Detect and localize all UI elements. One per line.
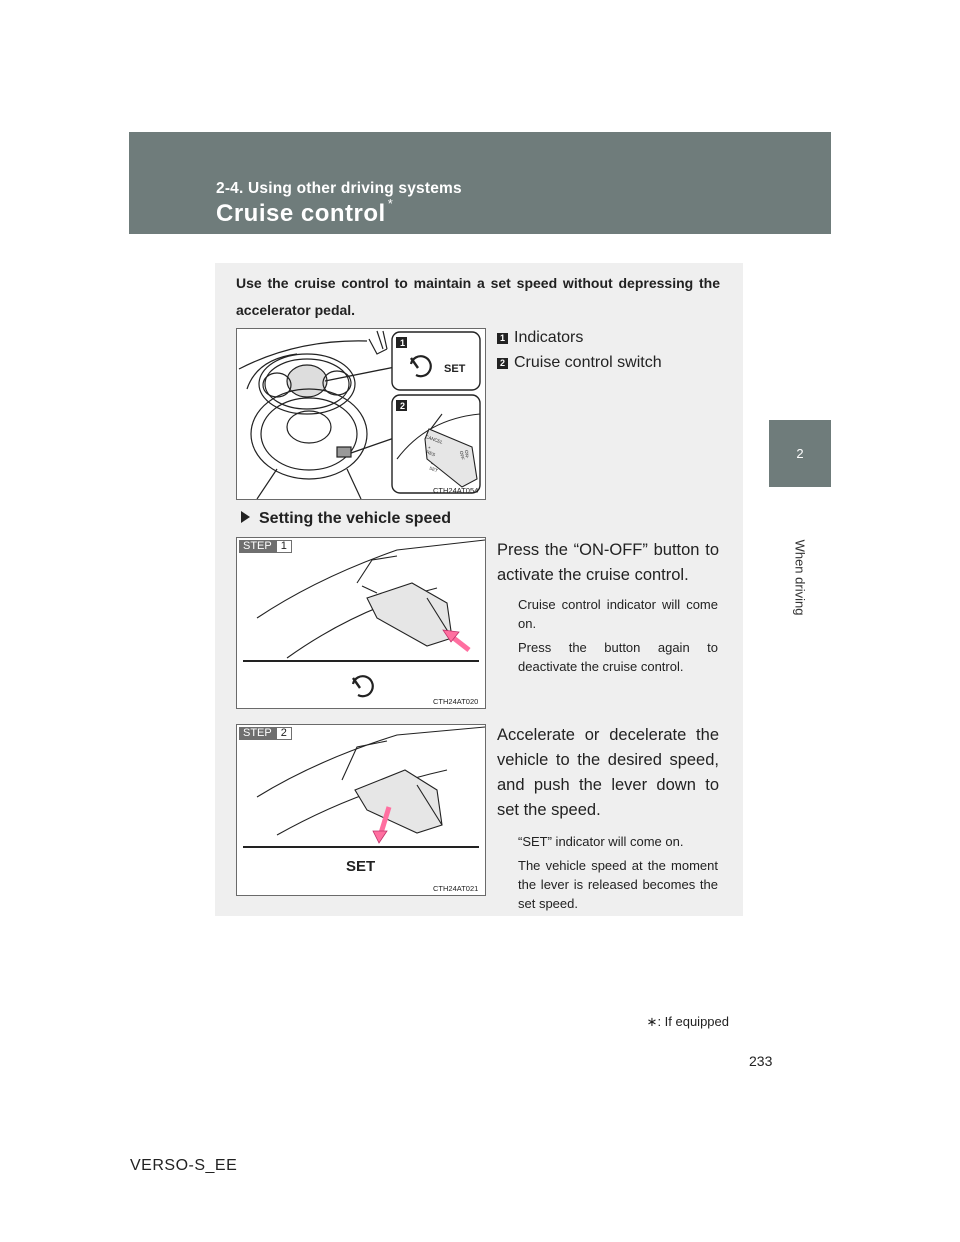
- footnote: ∗: If equipped: [646, 1014, 729, 1029]
- section-title: 2-4. Using other driving systems: [216, 180, 462, 197]
- document-id: VERSO-S_EE: [130, 1157, 238, 1174]
- figure1-code: CTH24AT054: [433, 486, 479, 495]
- callout-1-number: 1: [399, 338, 405, 348]
- intro-text: Use the cruise control to maintain a set speed without depressing the accelerator pedal.: [236, 275, 720, 318]
- legend-item: [497, 354, 662, 372]
- bullet-triangle-icon: [241, 511, 250, 523]
- lever-label-cancel: CANCEL: [424, 434, 444, 445]
- page-number: 233: [749, 1053, 773, 1069]
- chapter-label: When driving: [792, 539, 808, 616]
- step-2-note: “SET” indicator will come on.: [518, 834, 684, 849]
- step-1-note: Cruise control indicator will come on.: [518, 597, 718, 631]
- legend-item: [497, 329, 583, 347]
- legend-label-switch: Cruise control switch: [514, 354, 662, 371]
- chapter-number: 2: [796, 446, 804, 461]
- legend-num-1: 1: [497, 333, 508, 344]
- subheading: Setting the vehicle speed: [241, 510, 451, 528]
- lever-label-set: – SET: [428, 460, 439, 474]
- content-panel: [215, 263, 743, 916]
- if-equipped-mark: *: [387, 196, 394, 211]
- lever-label-onoff: ON-OFF: [458, 449, 471, 461]
- legend-label-indicators: Indicators: [514, 329, 584, 346]
- set-indicator-label: SET: [444, 363, 466, 375]
- figure-step-2: [236, 724, 486, 896]
- figure-step-1-code: CTH24AT020: [433, 697, 479, 706]
- chapter-tab: [769, 420, 831, 487]
- legend-num-2: 2: [497, 358, 508, 369]
- figure-step-2-code: CTH24AT021: [433, 884, 479, 893]
- step-1-note: Press the button again to deactivate the cruise control.: [518, 640, 718, 674]
- figure-overview: [236, 328, 486, 500]
- figure-step-1: [236, 537, 486, 709]
- step-2-badge: STEP 2: [239, 727, 292, 740]
- step-1-badge: STEP 1: [239, 540, 292, 553]
- set-indicator-text: SET: [346, 858, 376, 875]
- callout-2-number: 2: [399, 401, 405, 411]
- page-title: Cruise control *: [216, 196, 394, 227]
- chapter-header: [129, 132, 831, 234]
- step-2-note: The vehicle speed at the moment the lever is released becomes the set speed.: [518, 858, 718, 911]
- lever-illustration-step-1: [237, 538, 485, 708]
- dashboard-illustration: [237, 329, 485, 499]
- step-2-text: Accelerate or decelerate the vehicle to the desired speed, and push the lever down to set the speed.: [497, 726, 719, 819]
- step-1-text: Press the “ON-OFF” button to activate the cruise control.: [497, 541, 719, 584]
- footnote-asterisk-icon: ∗: [646, 1014, 658, 1029]
- lever-label-res: + RES: [425, 444, 436, 458]
